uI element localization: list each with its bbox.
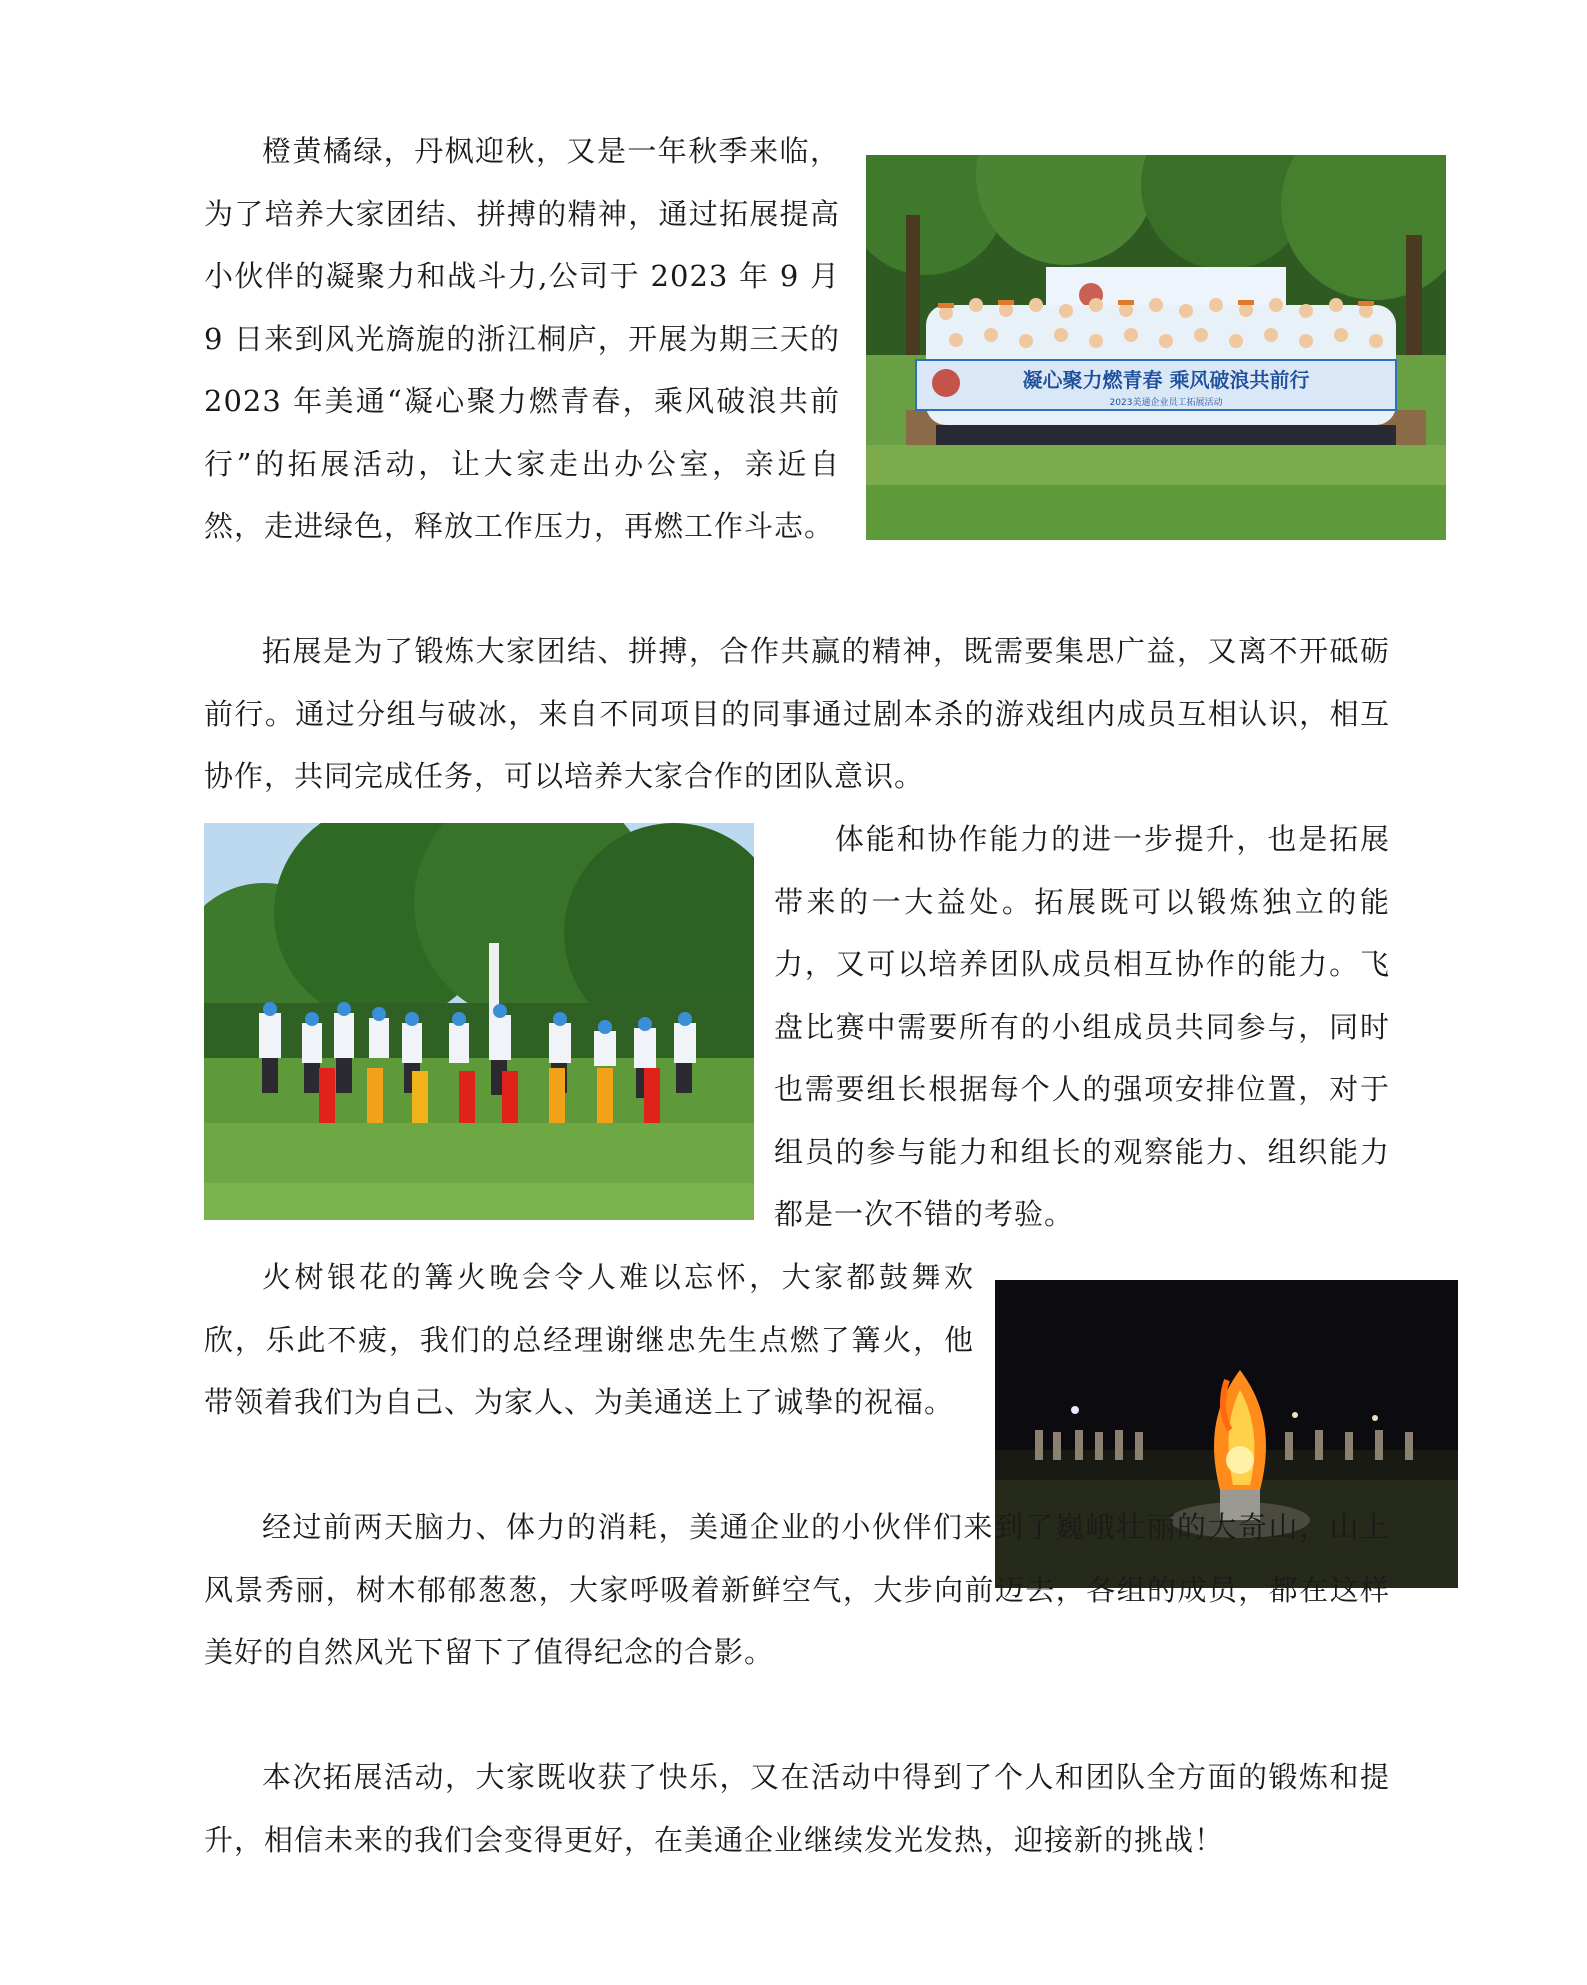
paragraph-team-building: 拓展是为了锻炼大家团结、拼搏，合作共赢的精神，既需要集思广益，又离不开砥砺前行。通过分组与破冰，来自不同项目的同事通过剧本杀的游戏组内成员互相认识，相互协作，共同完成任务，可以培养大家合作的团队意识。 — [204, 634, 1390, 793]
paragraph-conclusion: 本次拓展活动，大家既收获了快乐，又在活动中得到了个人和团队全方面的锻炼和提升，相信未来的我们会变得更好，在美通企业继续发光发热，迎接新的挑战！ — [204, 1760, 1390, 1857]
svg-text:凝心聚力燃青春 乘风破浪共前行: 凝心聚力燃青春 乘风破浪共前行 — [1022, 368, 1310, 392]
svg-text:2023美通企业员工拓展活动: 2023美通企业员工拓展活动 — [1109, 398, 1223, 408]
frisbee-game-photo — [204, 823, 754, 1220]
paragraph-fitness: 体能和协作能力的进一步提升，也是拓展带来的一大益处。拓展既可以锻炼独立的能力，又可以培养团队成员相互协作的能力。飞盘比赛中需要所有的小组成员共同参与，同时也需要组长根据每个人的强项安排位置，对于组员的参与能力和组长的观察能力、组织能力都是一次不错的考验。 — [774, 822, 1390, 1231]
group-photo — [866, 155, 1446, 540]
paragraph-intro: 橙黄橘绿，丹枫迎秋，又是一年秋季来临，为了培养大家团结、拼搏的精神，通过拓展提高小伙伴的凝聚力和战斗力,公司于 2023 年 9 月 9 日来到风光旖旎的浙江桐庐，开展为期三天的 2023 年美通“凝心聚力燃青春，乘风破浪共前行”的拓展活动，让大家走出办公室，亲近自然，走进绿色，释放工作压力，再燃工作斗志。 — [204, 134, 840, 543]
paragraph-mountain: 经过前两天脑力、体力的消耗，美通企业的小伙伴们来到了巍峨壮丽的大奇山，山上风景秀丽，树木郁郁葱葱，大家呼吸着新鲜空气，大步向前迈去，各组的成员，都在这样美好的自然风光下留下了值得纪念的合影。 — [204, 1510, 1390, 1669]
paragraph-bonfire: 火树银花的篝火晚会令人难以忘怀，大家都鼓舞欢欣，乐此不疲，我们的总经理谢继忠先生点燃了篝火，他带领着我们为自己、为家人、为美通送上了诚挚的祝福。 — [204, 1260, 974, 1419]
